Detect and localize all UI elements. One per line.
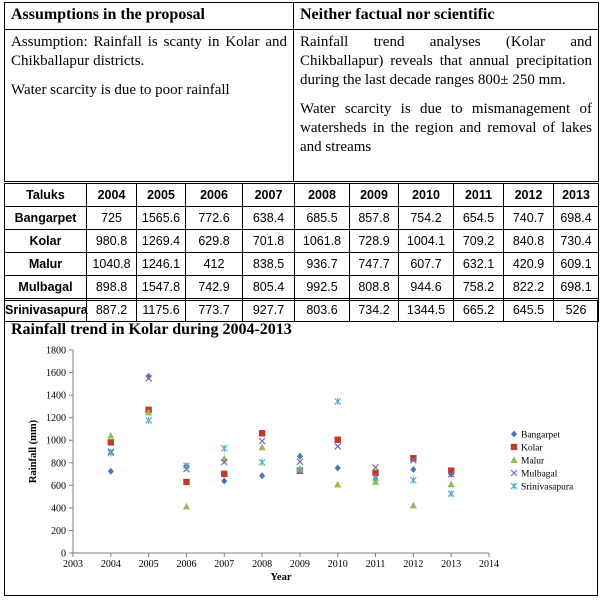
data-point xyxy=(183,503,190,510)
rainfall-value-cell: 944.6 xyxy=(399,276,454,299)
year-column-header: 2013 xyxy=(554,184,599,207)
year-column-header: 2005 xyxy=(137,184,186,207)
rainfall-value-cell: 805.4 xyxy=(243,276,295,299)
rainfall-value-cell: 992.5 xyxy=(295,276,350,299)
taluks-column-header: Taluks xyxy=(5,184,87,207)
rainfall-value-cell: 412 xyxy=(186,253,243,276)
y-axis-label: Rainfall (mm) xyxy=(28,419,39,484)
y-tick-label: 1800 xyxy=(46,345,66,357)
rainfall-value-cell: 754.2 xyxy=(399,207,454,230)
year-column-header: 2009 xyxy=(350,184,399,207)
rainfall-value-cell: 645.5 xyxy=(504,299,554,322)
rebuttal-cell xyxy=(294,30,599,182)
rainfall-value-cell: 822.2 xyxy=(504,276,554,299)
assumption-paragraph: Assumption: Rainfall is scanty in Kolar and Chikballapur districts. xyxy=(11,34,287,69)
y-tick-label: 800 xyxy=(51,458,66,470)
legend-entry: Srinivasapura xyxy=(521,482,574,493)
rainfall-value-cell: 1246.1 xyxy=(137,253,186,276)
rainfall-value-cell: 772.6 xyxy=(186,207,243,230)
table-row xyxy=(5,230,599,253)
rainfall-value-cell: 857.8 xyxy=(350,207,399,230)
document-page xyxy=(4,2,598,596)
data-point xyxy=(221,471,227,477)
assumptions-header: Assumptions in the proposal xyxy=(5,3,294,30)
assumption-paragraph: Water scarcity is due to poor rainfall xyxy=(11,82,230,98)
rainfall-value-cell: 701.8 xyxy=(243,230,295,253)
data-point xyxy=(259,438,265,444)
x-tick-label: 2004 xyxy=(100,559,121,570)
rainfall-value-cell: 980.8 xyxy=(87,230,137,253)
rainfall-value-cell: 632.1 xyxy=(454,253,504,276)
x-tick-label: 2012 xyxy=(403,559,424,570)
table-row xyxy=(5,253,599,276)
data-point xyxy=(259,472,265,479)
rainfall-value-cell: 638.4 xyxy=(243,207,295,230)
rainfall-value-cell: 609.1 xyxy=(554,253,599,276)
x-tick-label: 2003 xyxy=(63,559,83,570)
legend-marker xyxy=(511,444,517,450)
rainfall-value-cell: 742.9 xyxy=(186,276,243,299)
rainfall-scatter-chart xyxy=(5,301,597,595)
data-point xyxy=(410,477,416,484)
legend-entry: Kolar xyxy=(521,443,543,454)
rainfall-value-cell: 803.6 xyxy=(295,299,350,322)
taluk-name-cell: Mulbagal xyxy=(5,276,87,299)
rainfall-value-cell: 728.9 xyxy=(350,230,399,253)
x-tick-label: 2010 xyxy=(327,559,348,570)
rainfall-value-cell: 936.7 xyxy=(295,253,350,276)
rainfall-value-cell: 607.7 xyxy=(399,253,454,276)
rainfall-value-cell: 758.2 xyxy=(454,276,504,299)
data-point xyxy=(448,481,455,488)
rainfall-value-cell: 740.7 xyxy=(504,207,554,230)
rainfall-value-cell: 725 xyxy=(87,207,137,230)
data-point xyxy=(410,502,417,509)
rainfall-chart-container xyxy=(4,300,598,596)
rainfall-value-cell: 1547.8 xyxy=(137,276,186,299)
data-point xyxy=(297,453,303,460)
x-tick-label: 2009 xyxy=(289,559,310,570)
data-point xyxy=(334,481,341,488)
data-point xyxy=(335,443,341,449)
rainfall-value-cell: 1269.4 xyxy=(137,230,186,253)
rebuttal-paragraph: Rainfall trend analyses (Kolar and Chikballapur) reveals that annual precipitation during the last decade ranges 800± 250 mm. xyxy=(300,34,592,88)
rainfall-value-cell: 1344.5 xyxy=(399,299,454,322)
data-point xyxy=(108,439,114,445)
legend-entry: Bangarpet xyxy=(521,430,561,441)
legend-entry: Malur xyxy=(521,456,545,467)
data-point xyxy=(373,474,379,481)
rainfall-value-cell: 1040.8 xyxy=(87,253,137,276)
year-column-header: 2010 xyxy=(399,184,454,207)
rainfall-value-cell: 808.8 xyxy=(350,276,399,299)
x-tick-label: 2011 xyxy=(365,559,386,570)
data-point xyxy=(373,464,379,470)
year-column-header: 2006 xyxy=(186,184,243,207)
rainfall-value-cell: 1175.6 xyxy=(137,299,186,322)
rainfall-value-cell: 420.9 xyxy=(504,253,554,276)
x-tick-label: 2007 xyxy=(214,559,235,570)
rainfall-value-cell: 526 xyxy=(554,299,599,322)
rainfall-value-cell: 1004.1 xyxy=(399,230,454,253)
chart-title: Rainfall trend in Kolar during 2004-2013 xyxy=(11,321,292,338)
assumptions-comparison-table xyxy=(4,2,599,182)
rainfall-value-cell: 685.5 xyxy=(295,207,350,230)
assumptions-cell xyxy=(5,30,294,182)
y-tick-label: 600 xyxy=(51,480,66,492)
rainfall-value-cell: 927.7 xyxy=(243,299,295,322)
legend-marker xyxy=(511,482,517,489)
legend-marker xyxy=(511,431,517,438)
x-tick-label: 2008 xyxy=(252,559,273,570)
year-column-header: 2012 xyxy=(504,184,554,207)
year-column-header: 2011 xyxy=(454,184,504,207)
data-point xyxy=(221,478,227,485)
rainfall-value-cell: 887.2 xyxy=(87,299,137,322)
rainfall-value-cell: 698.1 xyxy=(554,276,599,299)
x-tick-label: 2005 xyxy=(138,559,159,570)
y-tick-label: 1000 xyxy=(46,435,66,447)
table-row xyxy=(5,276,599,299)
data-point xyxy=(108,468,114,475)
taluk-name-cell: Kolar xyxy=(5,230,87,253)
data-point xyxy=(335,398,341,405)
rebuttal-paragraph: Water scarcity is due to mismanagement of watersheds in the region and removal of lakes and streams xyxy=(300,101,592,155)
legend-marker xyxy=(511,470,517,476)
rainfall-value-cell: 730.4 xyxy=(554,230,599,253)
y-tick-label: 400 xyxy=(51,503,66,515)
year-column-header: 2007 xyxy=(243,184,295,207)
rainfall-value-cell: 898.8 xyxy=(87,276,137,299)
year-column-header: 2004 xyxy=(87,184,137,207)
y-tick-label: 200 xyxy=(51,525,66,537)
data-point xyxy=(448,490,454,497)
table-header-row xyxy=(5,184,599,207)
data-point xyxy=(335,437,341,443)
data-point xyxy=(259,459,265,466)
year-column-header: 2008 xyxy=(295,184,350,207)
x-axis-label: Year xyxy=(270,572,292,583)
rainfall-value-cell: 747.7 xyxy=(350,253,399,276)
x-tick-label: 2013 xyxy=(441,559,462,570)
rainfall-value-cell: 698.4 xyxy=(554,207,599,230)
table-row xyxy=(5,207,599,230)
rainfall-value-cell: 838.5 xyxy=(243,253,295,276)
data-point xyxy=(410,466,416,473)
y-tick-label: 1200 xyxy=(46,413,66,425)
rainfall-value-cell: 773.7 xyxy=(186,299,243,322)
x-tick-label: 2014 xyxy=(479,559,499,570)
legend-marker xyxy=(510,456,517,463)
data-point xyxy=(221,445,227,452)
rainfall-value-cell: 1061.8 xyxy=(295,230,350,253)
legend-entry: Mulbagal xyxy=(521,469,558,480)
data-point xyxy=(335,464,341,471)
rainfall-value-cell: 1565.6 xyxy=(137,207,186,230)
x-tick-label: 2006 xyxy=(176,559,197,570)
y-tick-label: 1600 xyxy=(46,368,66,380)
data-point xyxy=(146,417,152,424)
taluk-name-cell: Malur xyxy=(5,253,87,276)
rainfall-value-cell: 840.8 xyxy=(504,230,554,253)
taluk-name-cell: Bangarpet xyxy=(5,207,87,230)
y-tick-label: 1400 xyxy=(46,390,66,402)
rainfall-value-cell: 709.2 xyxy=(454,230,504,253)
data-point xyxy=(258,444,265,451)
rainfall-value-cell: 734.2 xyxy=(350,299,399,322)
rainfall-value-cell: 665.2 xyxy=(454,299,504,322)
data-point xyxy=(259,430,265,436)
rainfall-value-cell: 654.5 xyxy=(454,207,504,230)
taluk-name-cell: Srinivasapura xyxy=(5,299,87,322)
y-tick-label: 0 xyxy=(61,548,66,560)
data-point xyxy=(183,479,189,485)
rebuttal-header: Neither factual nor scientific xyxy=(294,3,599,30)
rainfall-value-cell: 629.8 xyxy=(186,230,243,253)
data-point xyxy=(107,432,114,439)
